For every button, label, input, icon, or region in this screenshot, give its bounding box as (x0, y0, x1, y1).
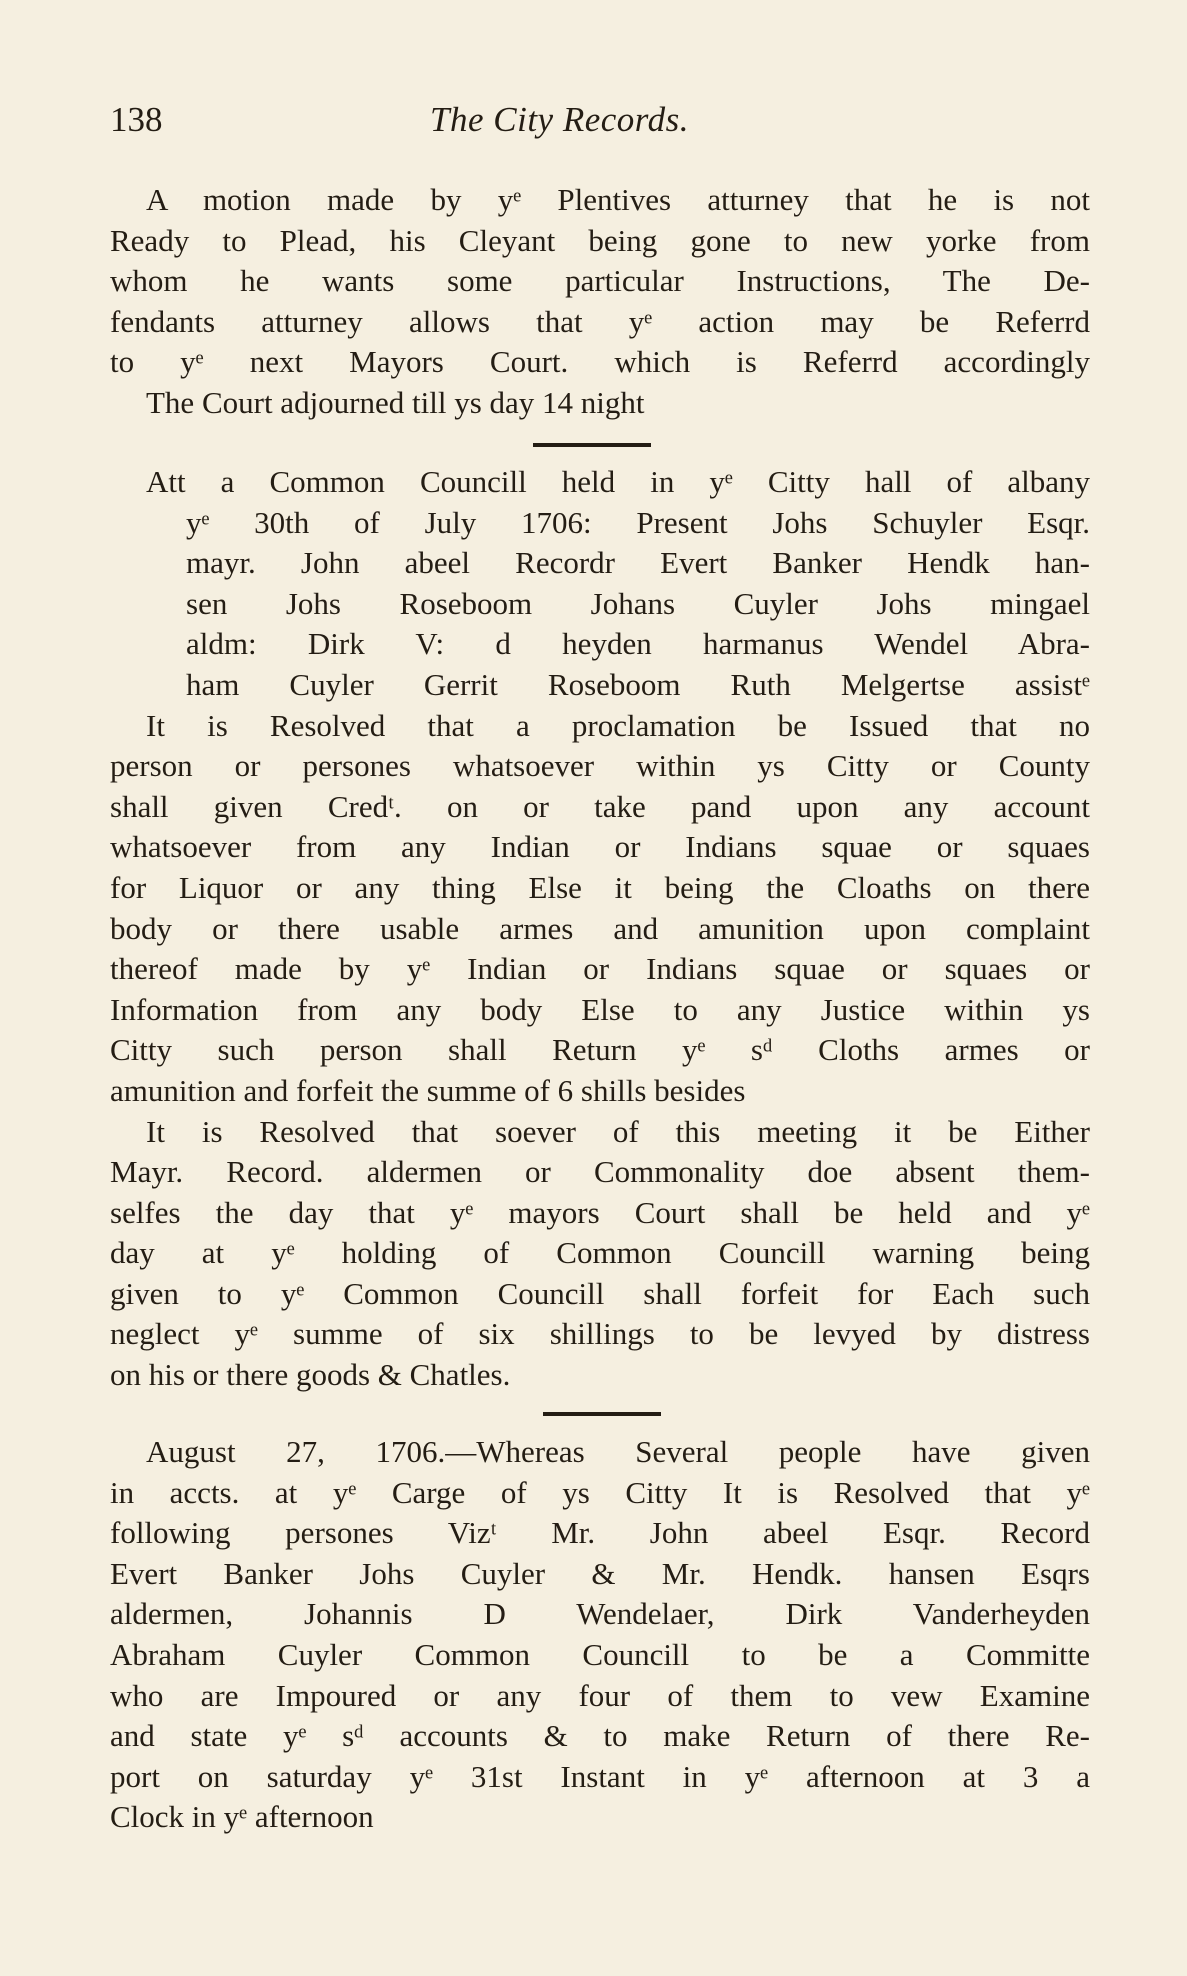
text-line: A motion made by yᵉ Plentives atturney that he is not (146, 182, 1090, 217)
text-line: who are Impoured or any four of them to vew Examine (110, 1677, 1090, 1713)
text-line: Evert Banker Johs Cuyler & Mr. Hendk. hansen Esqrs (110, 1555, 1090, 1591)
text-line: Att a Common Councill held in yᵉ Citty hall of albany (146, 464, 1090, 499)
text-line: following persones Vizᵗ Mr. John abeel Esqr. Record (110, 1515, 1090, 1551)
text-line: Citty such person shall Return yᵉ sᵈ Cloths armes or (110, 1032, 1090, 1068)
text-line: day at yᵉ holding of Common Councill warning being (110, 1235, 1090, 1271)
paragraph-motion (110, 180, 1090, 424)
text-line: given to yᵉ Common Councill shall forfeit for Each such (110, 1275, 1090, 1311)
text-line: It is Resolved that soever of this meeting it be Either (146, 1113, 1090, 1149)
text-line: aldm: Dirk V: d heyden harmanus Wendel Abra- (186, 626, 1090, 662)
section-divider (543, 1412, 661, 1416)
text-line: neglect yᵉ summe of six shillings to be levyed by distress (110, 1316, 1090, 1352)
text-line: ham Cuyler Gerrit Roseboom Ruth Melgertse assistᵉ (186, 666, 1090, 702)
section-divider (533, 443, 651, 447)
text-line: Information from any body Else to any Justice within ys (110, 991, 1090, 1027)
text-line: port on saturday yᵉ 31st Instant in yᵉ afternoon at 3 a (110, 1758, 1090, 1794)
text-line: mayr. John abeel Recordr Evert Banker Hendk han- (186, 545, 1090, 581)
running-title: The City Records. (430, 100, 689, 139)
text-line: for Liquor or any thing Else it being the Cloaths on there (110, 869, 1090, 905)
page-header (110, 100, 1110, 148)
text-line: whom he wants some particular Instructions, The De- (110, 263, 1090, 299)
text-line: whatsoever from any Indian or Indians squae or squaes (110, 829, 1090, 865)
text-line: aldermen, Johannis D Wendelaer, Dirk Vanderheyden (110, 1596, 1090, 1632)
paragraph-council-july (110, 462, 1090, 1396)
text-line: yᵉ 30th of July 1706: Present Johs Schuyler Esqr. (186, 504, 1090, 540)
text-line: to yᵉ next Mayors Court. which is Referrd accordingly (110, 344, 1090, 380)
text-line: shall given Credᵗ. on or take pand upon any account (110, 788, 1090, 824)
text-line: body or there usable armes and amunition upon complaint (110, 910, 1090, 946)
text-line: person or persones whatsoever within ys Citty or County (110, 748, 1090, 784)
text-line: Ready to Plead, his Cleyant being gone to new yorke from (110, 222, 1090, 258)
text-line: thereof made by yᵉ Indian or Indians squae or squaes or (110, 951, 1090, 987)
text-line: The Court adjourned till ys day 14 night (146, 384, 645, 420)
text-line: It is Resolved that a proclamation be Issued that no (146, 707, 1090, 743)
text-line: Mayr. Record. aldermen or Commonality doe absent them- (110, 1154, 1090, 1190)
text-line: fendants atturney allows that yᵉ action may be Referrd (110, 303, 1090, 339)
page-number: 138 (110, 100, 163, 139)
text-line: August 27, 1706.—Whereas Several people have given (146, 1434, 1090, 1469)
paragraph-august (110, 1432, 1090, 1838)
text-line: sen Johs Roseboom Johans Cuyler Johs mingael (186, 585, 1090, 621)
text-line: amunition and forfeit the summe of 6 shills besides (110, 1072, 746, 1108)
text-line: on his or there goods & Chatles. (110, 1357, 511, 1393)
text-line: Clock in yᵉ afternoon (110, 1799, 374, 1835)
text-line: selfes the day that yᵉ mayors Court shall be held and yᵉ (110, 1194, 1090, 1230)
text-line: in accts. at yᵉ Carge of ys Citty It is Resolved that yᵉ (110, 1474, 1090, 1510)
text-line: and state yᵉ sᵈ accounts & to make Return of there Re- (110, 1718, 1090, 1754)
text-line: Abraham Cuyler Common Councill to be a Committe (110, 1636, 1090, 1672)
